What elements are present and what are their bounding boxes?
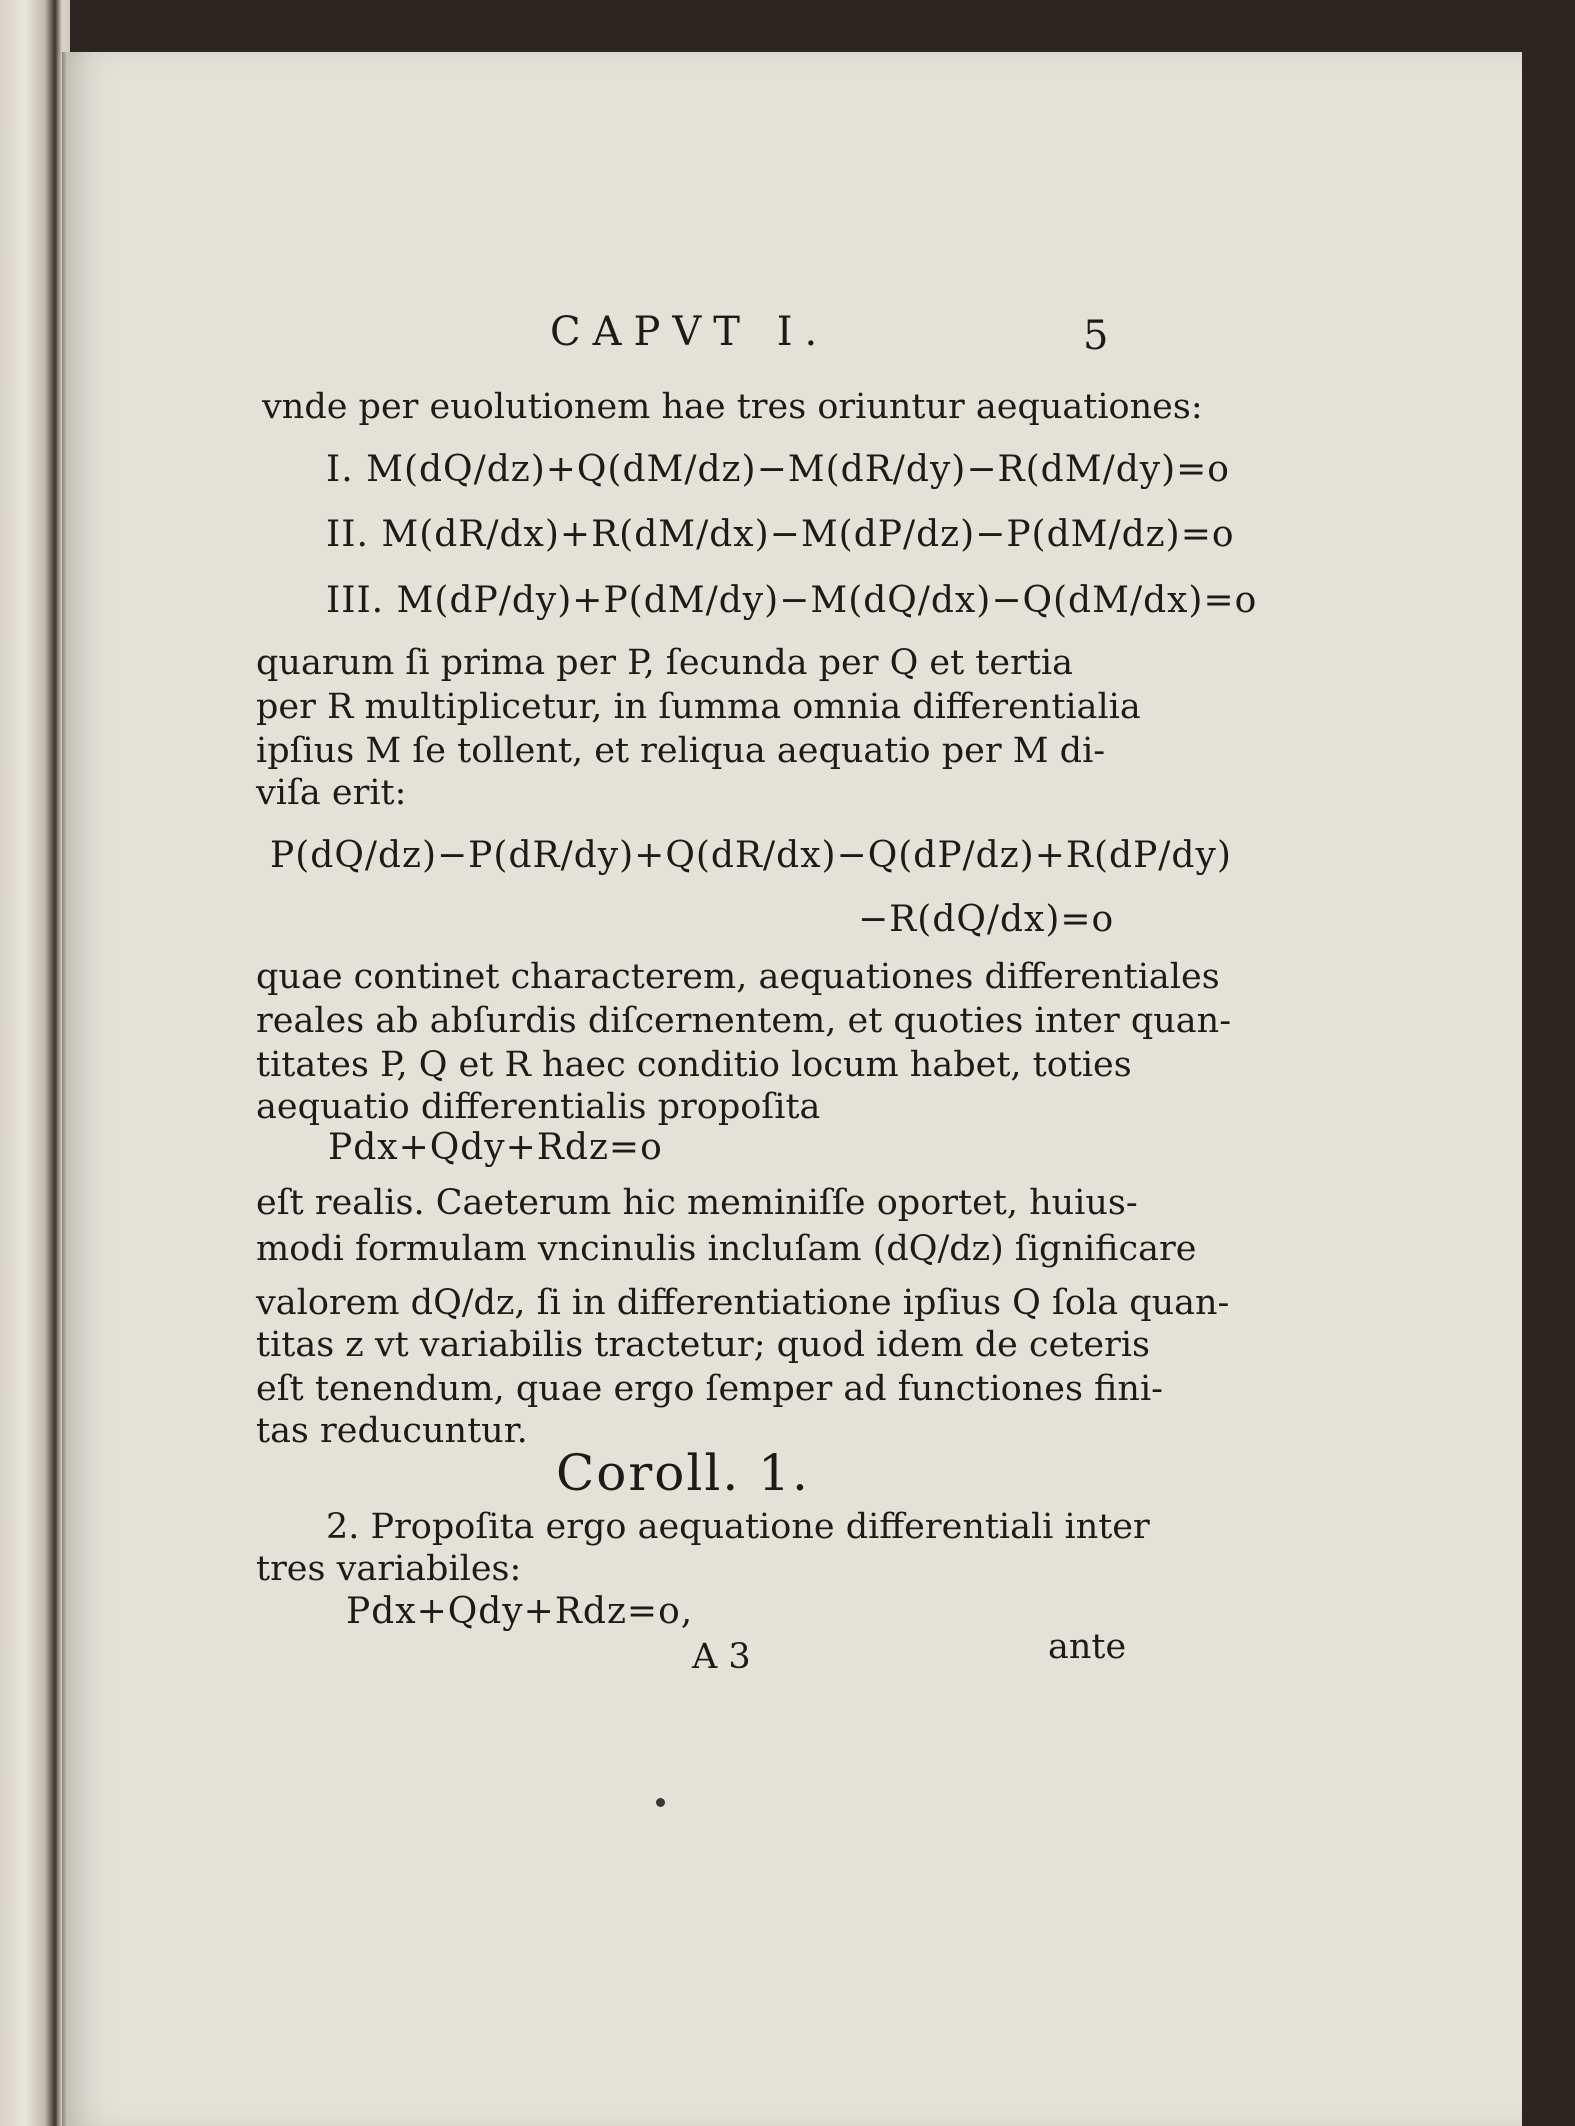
combined-equation-line-1: P(dQ/dz)−P(dR/dy)+Q(dR/dx)−Q(dP/dz)+R(dP/dy) (270, 835, 1232, 876)
text-line-24: tres variabiles: (256, 1549, 522, 1589)
equation-III: III. M(dP/dy)+P(dM/dy)−M(dQ/dx)−Q(dM/dx)=o (326, 580, 1258, 621)
text-line-12: reales ab abſurdis diſcernentem, et quoties inter quan- (256, 1001, 1232, 1041)
differential-equation: Pdx+Qdy+Rdz=o (328, 1127, 663, 1168)
page-number: 5 (1083, 313, 1109, 359)
running-head: CAPVT I. (550, 309, 830, 355)
text-line-8: viſa erit: (256, 773, 407, 813)
equation-II: II. M(dR/dx)+R(dM/dx)−M(dP/dz)−P(dM/dz)=o (326, 514, 1235, 555)
text-line-19: titas z vt variabilis tractetur; quod idem de ceteris (256, 1325, 1151, 1365)
combined-equation-line-2: −R(dQ/dx)=o (858, 899, 1115, 940)
equation-I: I. M(dQ/dz)+Q(dM/dz)−M(dR/dy)−R(dM/dy)=o (326, 449, 1230, 490)
text-line-14: aequatio differentialis propoſita (256, 1087, 821, 1127)
text-line-11: quae continet characterem, aequationes differentiales (256, 957, 1220, 997)
text-line-21: tas reducuntur. (256, 1411, 528, 1451)
text-line-6: per R multiplicetur, in ſumma omnia differentialia (256, 687, 1141, 727)
text-line-23: 2. Propoſita ergo aequatione differentiali inter (326, 1507, 1150, 1547)
text-line-13: titates P, Q et R haec conditio locum habet, toties (256, 1045, 1132, 1085)
book-spine-edge (0, 0, 70, 2126)
ink-speck (656, 1798, 665, 1807)
final-equation: Pdx+Qdy+Rdz=o, (346, 1591, 694, 1632)
section-heading-coroll: Coroll. 1. (556, 1444, 810, 1502)
catchword: ante (1048, 1627, 1127, 1667)
signature-mark: A 3 (692, 1637, 751, 1677)
gutter-fold (62, 52, 68, 2126)
text-line-18: valorem dQ/dz, ſi in differentiatione ipſius Q ſola quan- (256, 1283, 1230, 1323)
text-line-17: modi formulam vncinulis incluſam (dQ/dz) ſignificare (256, 1229, 1197, 1269)
text-line-5: quarum ſi prima per P, ſecunda per Q et tertia (256, 643, 1073, 683)
text-line-20: eſt tenendum, quae ergo ſemper ad functiones fini- (256, 1369, 1163, 1409)
text-line-1: vnde per euolutionem hae tres oriuntur aequationes: (262, 387, 1203, 427)
text-line-7: ipſius M ſe tollent, et reliqua aequatio per M di- (256, 731, 1106, 771)
text-line-16: eſt realis. Caeterum hic meminiſſe oportet, huius- (256, 1183, 1138, 1223)
